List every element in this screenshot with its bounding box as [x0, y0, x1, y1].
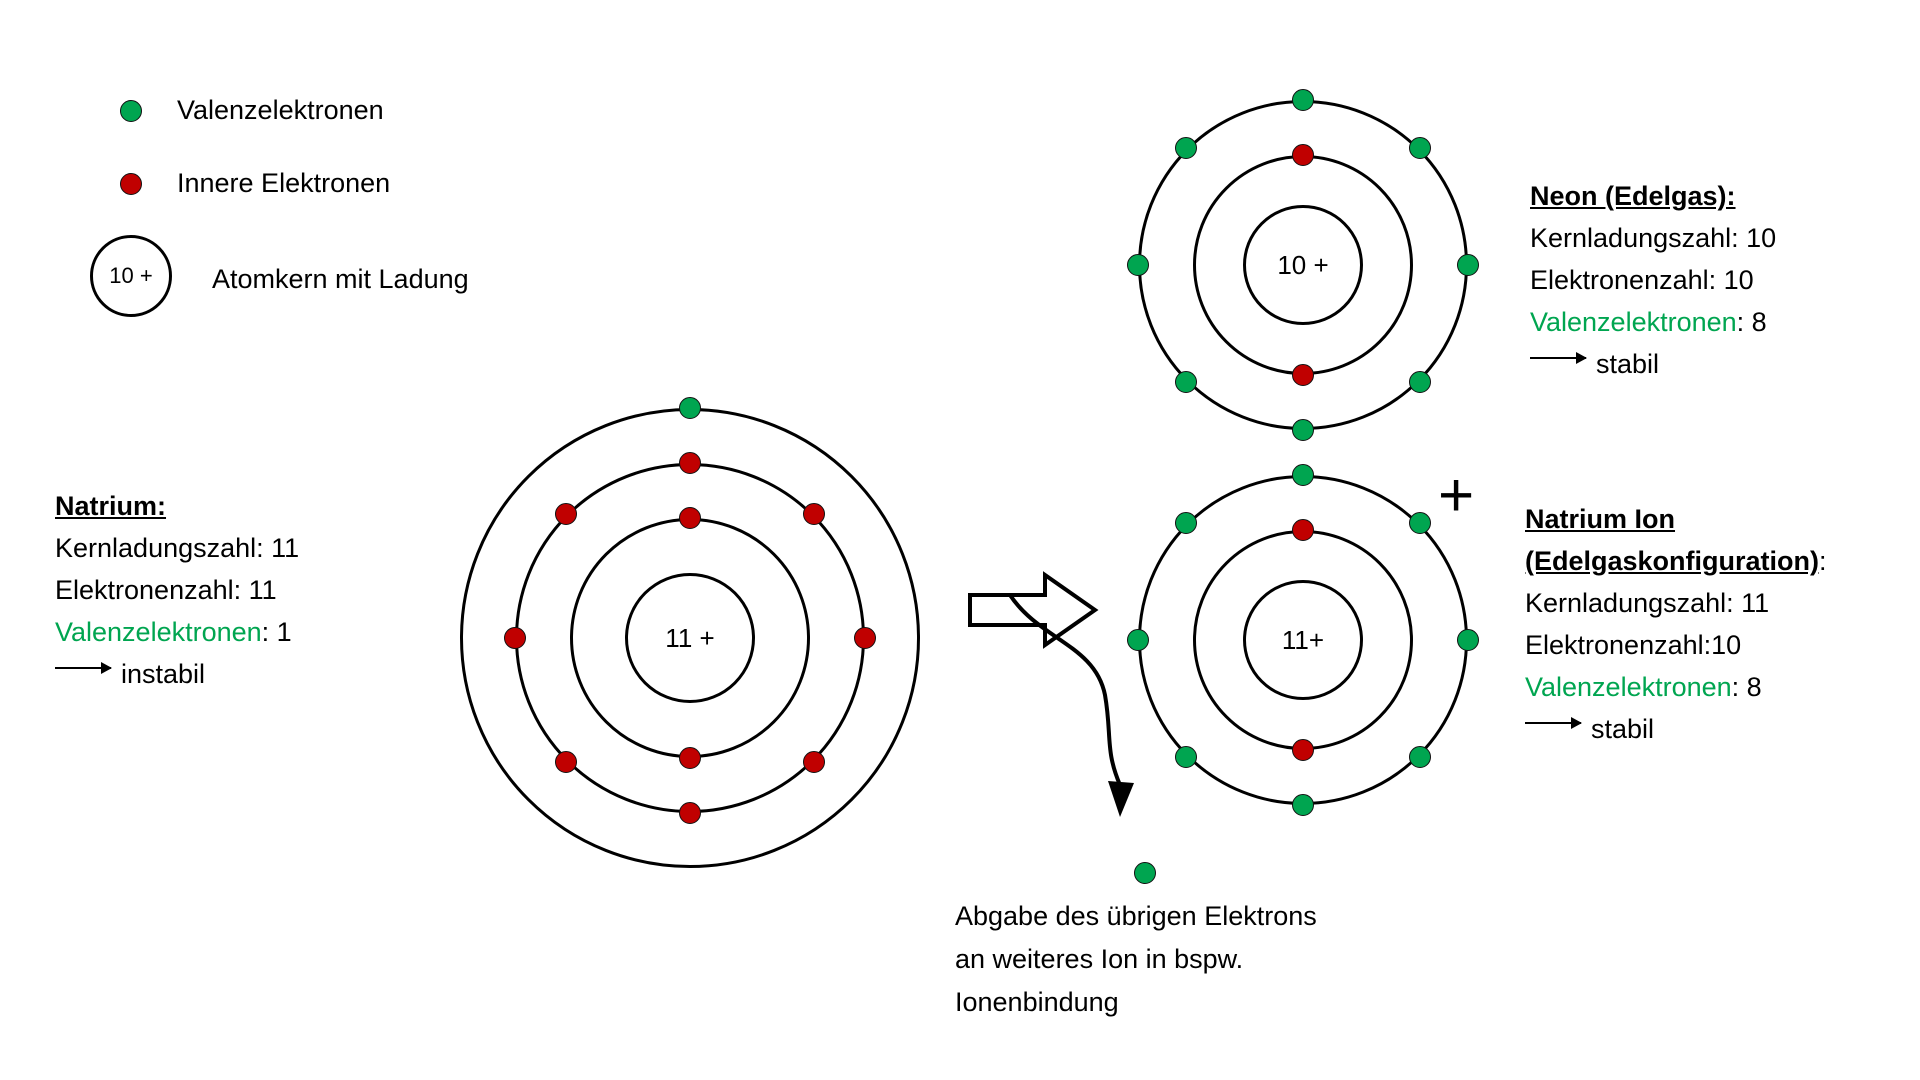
info-neon-valence-value: : 8: [1736, 307, 1767, 337]
info-sodium-ion-valence-label: Valenzelektronen: [1525, 672, 1732, 702]
valence-electron: [1175, 371, 1197, 393]
info-sodium-ion: [1525, 498, 1827, 750]
info-sodium-ion-valence: [1525, 666, 1827, 708]
valence-electron: [1292, 794, 1314, 816]
info-sodium-status: instabil: [121, 659, 206, 689]
info-sodium-valence-value: : 1: [261, 617, 292, 647]
valence-electron: [1292, 89, 1314, 111]
valence-electron: [1409, 137, 1431, 159]
nucleus-label: 10 +: [1277, 249, 1329, 280]
caption-line-2: an weiteres Ion in bspw.: [955, 944, 1244, 974]
valence-electron: [1457, 254, 1479, 276]
nucleus-sodium-ion: [1243, 580, 1363, 700]
info-sodium-valence: [55, 611, 299, 653]
legend-label-nucleus: Atomkern mit Ladung: [212, 264, 469, 294]
info-sodium-ion-line1: Kernladungszahl: 11: [1525, 588, 1770, 618]
nucleus-label: 11+: [1281, 624, 1325, 655]
caption-line-3: Ionenbindung: [955, 987, 1119, 1017]
legend-label-inner: Innere Elektronen: [177, 168, 391, 198]
info-neon-status: stabil: [1596, 349, 1660, 379]
info-sodium-line2: Elektronenzahl: 11: [55, 575, 277, 605]
info-sodium: [55, 485, 299, 695]
valence-electron: [1409, 512, 1431, 534]
valence-electron: [1175, 512, 1197, 534]
inner-electron: [854, 627, 876, 649]
inner-electron: [679, 507, 701, 529]
info-sodium-ion-title-line2-text: (Edelgaskonfiguration): [1525, 546, 1820, 576]
info-sodium-ion-line2: Elektronenzahl:10: [1525, 630, 1742, 660]
ion-charge-plus: +: [1438, 461, 1475, 530]
valence-electron: [1127, 254, 1149, 276]
inner-electron: [1292, 519, 1314, 541]
nucleus-sodium: [625, 573, 755, 703]
nucleus-neon: [1243, 205, 1363, 325]
valence-electron: [1457, 629, 1479, 651]
inner-electron: [555, 503, 577, 525]
legend-item-inner: [120, 168, 390, 199]
valence-electron: [679, 397, 701, 419]
valence-electron: [1175, 137, 1197, 159]
inner-electron: [504, 627, 526, 649]
legend-label-valence: Valenzelektronen: [177, 95, 384, 125]
nucleus-label: 11 +: [665, 622, 715, 653]
inner-electron: [679, 747, 701, 769]
valence-electron: [1409, 371, 1431, 393]
arrow-right-icon: [1525, 722, 1581, 724]
info-sodium-ion-status-row: [1525, 708, 1827, 750]
inner-electron: [679, 802, 701, 824]
inner-electron: [803, 751, 825, 773]
nucleus-legend-text: 10 +: [109, 263, 153, 288]
inner-electron: [1292, 364, 1314, 386]
info-sodium-valence-label: Valenzelektronen: [55, 617, 262, 647]
arrow-right-icon: [1530, 357, 1586, 359]
red-dot-icon: [120, 173, 142, 195]
valence-electron: [1409, 746, 1431, 768]
arrow-right-icon: [55, 667, 111, 669]
valence-electron: [1292, 419, 1314, 441]
inner-electron: [803, 503, 825, 525]
inner-electron: [679, 452, 701, 474]
inner-electron: [1292, 144, 1314, 166]
atom-neon: [1138, 100, 1468, 430]
info-neon-valence-label: Valenzelektronen: [1530, 307, 1737, 337]
info-neon-status-row: [1530, 343, 1776, 385]
info-neon-valence: [1530, 301, 1776, 343]
info-sodium-ion-title-line1: Natrium Ion: [1525, 504, 1676, 534]
info-neon-title: Neon (Edelgas):: [1530, 181, 1736, 211]
info-sodium-title: Natrium:: [55, 491, 167, 521]
info-sodium-ion-status: stabil: [1591, 714, 1655, 744]
info-sodium-ion-title-colon: :: [1819, 546, 1827, 576]
released-valence-electron: [1134, 862, 1156, 884]
legend-item-valence: [120, 95, 384, 126]
atom-sodium: [460, 408, 920, 868]
info-sodium-line1: Kernladungszahl: 11: [55, 533, 300, 563]
info-sodium-ion-title-line2: [1525, 540, 1827, 582]
caption-line-1: Abgabe des übrigen Elektrons: [955, 901, 1317, 931]
info-sodium-ion-valence-value: : 8: [1731, 672, 1762, 702]
info-neon-line1: Kernladungszahl: 10: [1530, 223, 1777, 253]
inner-electron: [555, 751, 577, 773]
info-sodium-status-row: [55, 653, 299, 695]
valence-electron: [1292, 464, 1314, 486]
inner-electron: [1292, 739, 1314, 761]
nucleus-circle-icon: [90, 235, 172, 317]
green-dot-icon: [120, 100, 142, 122]
electron-release-arrow-icon: [1000, 585, 1200, 845]
caption-electron-release: [955, 895, 1317, 1024]
info-neon: [1530, 175, 1776, 385]
info-neon-line2: Elektronenzahl: 10: [1530, 265, 1754, 295]
